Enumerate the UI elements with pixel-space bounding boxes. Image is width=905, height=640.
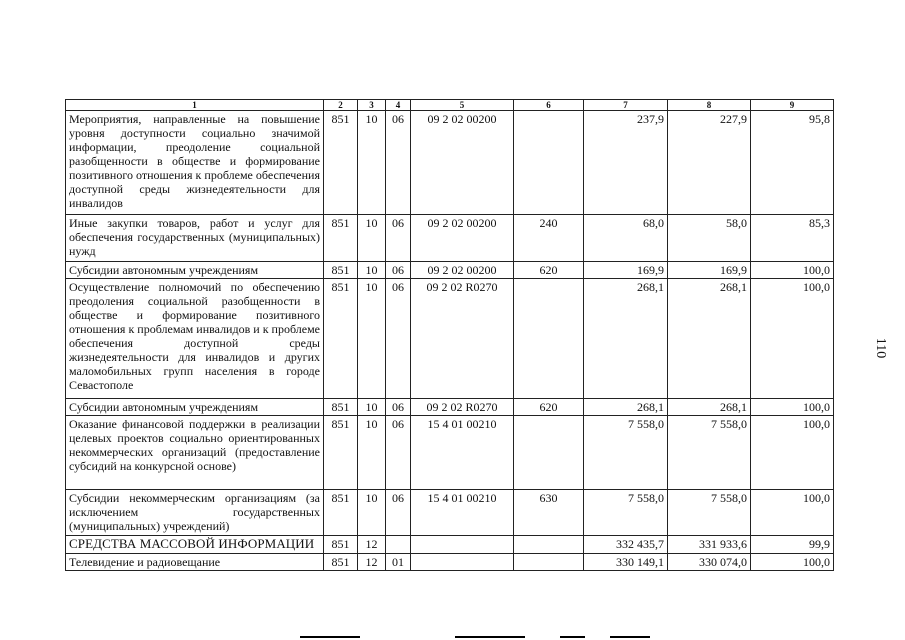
cell-c7: 268,1 <box>584 279 668 399</box>
table-row <box>66 536 834 554</box>
cell-c3: 12 <box>358 536 386 554</box>
cell-c6: 620 <box>514 262 584 279</box>
cell-c9: 85,3 <box>751 215 834 262</box>
cell-c3: 10 <box>358 279 386 399</box>
cell-c5 <box>411 554 514 571</box>
cell-c6: 240 <box>514 215 584 262</box>
cell-c2: 851 <box>324 416 358 490</box>
row-name: Иные закупки товаров, работ и услуг для обеспечения государственных (муниципальных) нужд <box>66 215 324 262</box>
cell-c9: 99,9 <box>751 536 834 554</box>
cell-c2: 851 <box>324 490 358 536</box>
cell-c3: 10 <box>358 262 386 279</box>
cell-c2: 851 <box>324 111 358 215</box>
cell-c5: 09 2 02 R0270 <box>411 399 514 416</box>
cell-c6: 630 <box>514 490 584 536</box>
table-row <box>66 215 834 262</box>
row-name: Оказание финансовой поддержки в реализации целевых проектов социально ориентированных некоммерческих организаций (предоставление субсидий на конкурсной основе) <box>66 416 324 490</box>
row-name: Мероприятия, направленные на повышение уровня доступности социально значимой информации, преодоление социальной разобщенности в обществе и формирование позитивного отношения к проблеме обеспечения доступной среды жизнедеятельности для инвалидов <box>66 111 324 215</box>
scan-mark <box>610 636 650 638</box>
cell-c9: 100,0 <box>751 416 834 490</box>
cell-c4: 01 <box>386 554 411 571</box>
header-col-5: 5 <box>411 100 514 111</box>
cell-c2: 851 <box>324 536 358 554</box>
cell-c9: 100,0 <box>751 399 834 416</box>
header-col-3: 3 <box>358 100 386 111</box>
cell-c7: 332 435,7 <box>584 536 668 554</box>
header-col-1: 1 <box>66 100 324 111</box>
cell-c6: 620 <box>514 399 584 416</box>
cell-c4 <box>386 536 411 554</box>
header-col-8: 8 <box>668 100 751 111</box>
cell-c3: 10 <box>358 111 386 215</box>
cell-c8: 58,0 <box>668 215 751 262</box>
table-row <box>66 490 834 536</box>
cell-c4: 06 <box>386 279 411 399</box>
header-col-7: 7 <box>584 100 668 111</box>
cell-c8: 169,9 <box>668 262 751 279</box>
row-name: Субсидии автономным учреждениям <box>66 399 324 416</box>
cell-c3: 10 <box>358 416 386 490</box>
cell-c7: 169,9 <box>584 262 668 279</box>
cell-c4: 06 <box>386 111 411 215</box>
cell-c6 <box>514 111 584 215</box>
cell-c8: 268,1 <box>668 279 751 399</box>
table-row <box>66 399 834 416</box>
cell-c2: 851 <box>324 554 358 571</box>
cell-c5: 09 2 02 R0270 <box>411 279 514 399</box>
cell-c4: 06 <box>386 262 411 279</box>
cell-c6 <box>514 536 584 554</box>
header-col-6: 6 <box>514 100 584 111</box>
cell-c7: 68,0 <box>584 215 668 262</box>
header-col-2: 2 <box>324 100 358 111</box>
cell-c7: 7 558,0 <box>584 490 668 536</box>
cell-c7: 268,1 <box>584 399 668 416</box>
scan-mark <box>300 636 360 638</box>
row-name: Телевидение и радиовещание <box>66 554 324 571</box>
cell-c4: 06 <box>386 215 411 262</box>
cell-c4: 06 <box>386 399 411 416</box>
cell-c9: 100,0 <box>751 490 834 536</box>
table-row <box>66 416 834 490</box>
cell-c7: 237,9 <box>584 111 668 215</box>
budget-table <box>65 99 834 571</box>
cell-c3: 10 <box>358 399 386 416</box>
cell-c6 <box>514 554 584 571</box>
cell-c7: 330 149,1 <box>584 554 668 571</box>
cell-c9: 100,0 <box>751 279 834 399</box>
cell-c8: 7 558,0 <box>668 416 751 490</box>
scan-mark <box>455 636 525 638</box>
header-col-9: 9 <box>751 100 834 111</box>
table-row <box>66 279 834 399</box>
cell-c5: 09 2 02 00200 <box>411 215 514 262</box>
cell-c5: 15 4 01 00210 <box>411 490 514 536</box>
cell-c2: 851 <box>324 399 358 416</box>
page-number: 110 <box>873 337 889 359</box>
cell-c6 <box>514 416 584 490</box>
row-name: Субсидии некоммерческим организациям (за исключением государственных (муниципальных) учреждений) <box>66 490 324 536</box>
cell-c9: 95,8 <box>751 111 834 215</box>
header-row <box>66 100 834 111</box>
cell-c5 <box>411 536 514 554</box>
table-row <box>66 554 834 571</box>
cell-c3: 10 <box>358 215 386 262</box>
cell-c6 <box>514 279 584 399</box>
cell-c2: 851 <box>324 262 358 279</box>
cell-c2: 851 <box>324 279 358 399</box>
cell-c7: 7 558,0 <box>584 416 668 490</box>
table-row <box>66 262 834 279</box>
cell-c4: 06 <box>386 416 411 490</box>
cell-c8: 331 933,6 <box>668 536 751 554</box>
cell-c2: 851 <box>324 215 358 262</box>
row-name: Осуществление полномочий по обеспечению преодоления социальной разобщенности в обществе и формирование позитивного отношения к проблемам инвалидов и к проблеме обеспечения доступной среды жизнедеятельности для инвалидов и других маломобильных групп населения в городе Севастополе <box>66 279 324 399</box>
cell-c9: 100,0 <box>751 554 834 571</box>
table-row <box>66 111 834 215</box>
cell-c3: 10 <box>358 490 386 536</box>
cell-c5: 09 2 02 00200 <box>411 111 514 215</box>
cell-c8: 268,1 <box>668 399 751 416</box>
cell-c5: 09 2 02 00200 <box>411 262 514 279</box>
scan-mark <box>560 636 585 638</box>
cell-c9: 100,0 <box>751 262 834 279</box>
cell-c4: 06 <box>386 490 411 536</box>
header-col-4: 4 <box>386 100 411 111</box>
cell-c8: 330 074,0 <box>668 554 751 571</box>
cell-c5: 15 4 01 00210 <box>411 416 514 490</box>
row-name: Субсидии автономным учреждениям <box>66 262 324 279</box>
cell-c8: 7 558,0 <box>668 490 751 536</box>
cell-c3: 12 <box>358 554 386 571</box>
cell-c8: 227,9 <box>668 111 751 215</box>
row-name: СРЕДСТВА МАССОВОЙ ИНФОРМАЦИИ <box>66 536 324 554</box>
